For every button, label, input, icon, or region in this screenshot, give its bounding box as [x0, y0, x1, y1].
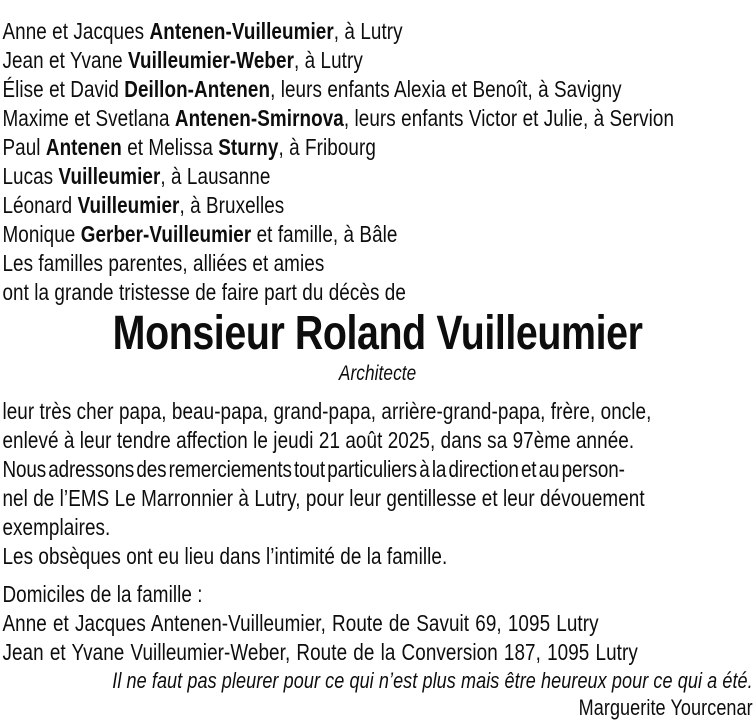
- family-line-text: Paul: [2, 134, 46, 160]
- body-line: Nous adressons des remerciements tout particuliers à la direction et au person-: [2, 456, 625, 482]
- thanks-paragraph: [2, 455, 752, 542]
- family-line-text: , à Lausanne: [160, 163, 271, 189]
- family-line-text: et famille, à Bâle: [251, 221, 398, 247]
- body-line: enlevé à leur tendre affection le jeudi 21 août 2025, dans sa 97ème année.: [2, 427, 635, 453]
- family-name-bold: Antenen-Vuilleumier: [149, 18, 334, 44]
- family-lines: [2, 17, 752, 307]
- family-name-bold: Vuilleumier: [58, 163, 161, 189]
- family-line: [2, 46, 752, 75]
- funeral-paragraph: [2, 542, 752, 571]
- body-line: Jean et Yvane Vuilleumier-Weber, Route de la Conversion 187, 1095 Lutry: [2, 639, 638, 665]
- body-line: leur très cher papa, beau-papa, grand-papa, arrière-grand-papa, frère, oncle,: [2, 398, 652, 424]
- family-line-text: , à Fribourg: [278, 134, 376, 160]
- family-line: [2, 220, 752, 249]
- address-lines: [2, 609, 752, 667]
- family-line-text: ont la grande tristesse de faire part du décès de: [2, 279, 406, 305]
- body-line: Anne et Jacques Antenen-Vuilleumier, Route de Savuit 69, 1095 Lutry: [2, 610, 599, 636]
- quote-author: Marguerite Yourcenar: [578, 695, 753, 720]
- family-name-bold: Gerber-Vuilleumier: [80, 221, 252, 247]
- family-line: [2, 278, 752, 307]
- family-name-bold: Antenen-Smirnova: [174, 105, 344, 131]
- body-line: Les obsèques ont eu lieu dans l’intimité de la famille.: [2, 543, 448, 569]
- domiciles-heading: Domiciles de la famille :: [2, 581, 203, 607]
- body-line: nel de l’EMS Le Marronnier à Lutry, pour leur gentillesse et leur dévouement: [2, 485, 645, 511]
- family-line: [2, 104, 752, 133]
- body-line: exemplaires.: [2, 514, 111, 540]
- family-line-text: Jean et Yvane: [2, 47, 129, 73]
- family-name-bold: Vuilleumier-Weber: [128, 47, 295, 73]
- tribute-paragraph: [2, 397, 752, 455]
- family-line: [2, 17, 752, 46]
- family-name-bold: Vuilleumier: [77, 192, 180, 218]
- domiciles-section: [2, 580, 752, 667]
- family-line: [2, 191, 752, 220]
- family-line: [2, 133, 752, 162]
- family-line-text: et Melissa: [121, 134, 219, 160]
- family-line-text: , à Bruxelles: [179, 192, 285, 218]
- family-name-bold: Antenen: [45, 134, 122, 160]
- quote-section: [2, 667, 752, 721]
- notice-body: [2, 397, 752, 571]
- quote-line: Il ne faut pas pleurer pour ce qui n’est plus mais être heureux pour ce qui a été.: [112, 668, 753, 693]
- family-line-text: , leurs enfants Alexia et Benoît, à Savigny: [270, 76, 622, 102]
- profession-subtitle: Architecte: [338, 362, 417, 385]
- family-line-text: Léonard: [2, 192, 78, 218]
- family-line-text: Maxime et Svetlana: [2, 105, 175, 131]
- family-name-bold: Sturny: [218, 134, 279, 160]
- deceased-name-title: Monsieur Roland Vuilleumier: [112, 307, 643, 360]
- family-line-text: Les familles parentes, alliées et amies: [2, 250, 325, 276]
- family-name-bold: Deillon-Antenen: [124, 76, 271, 102]
- family-line: [2, 75, 752, 104]
- family-line-text: Lucas: [2, 163, 59, 189]
- family-line-text: Élise et David: [2, 76, 125, 102]
- family-line-text: , leurs enfants Victor et Julie, à Servion: [343, 105, 675, 131]
- family-line-text: Monique: [2, 221, 81, 247]
- family-line-text: , à Lutry: [333, 18, 403, 44]
- family-line: [2, 162, 752, 191]
- family-line: [2, 249, 752, 278]
- family-line-text: , à Lutry: [294, 47, 363, 73]
- family-line-text: Anne et Jacques: [2, 18, 150, 44]
